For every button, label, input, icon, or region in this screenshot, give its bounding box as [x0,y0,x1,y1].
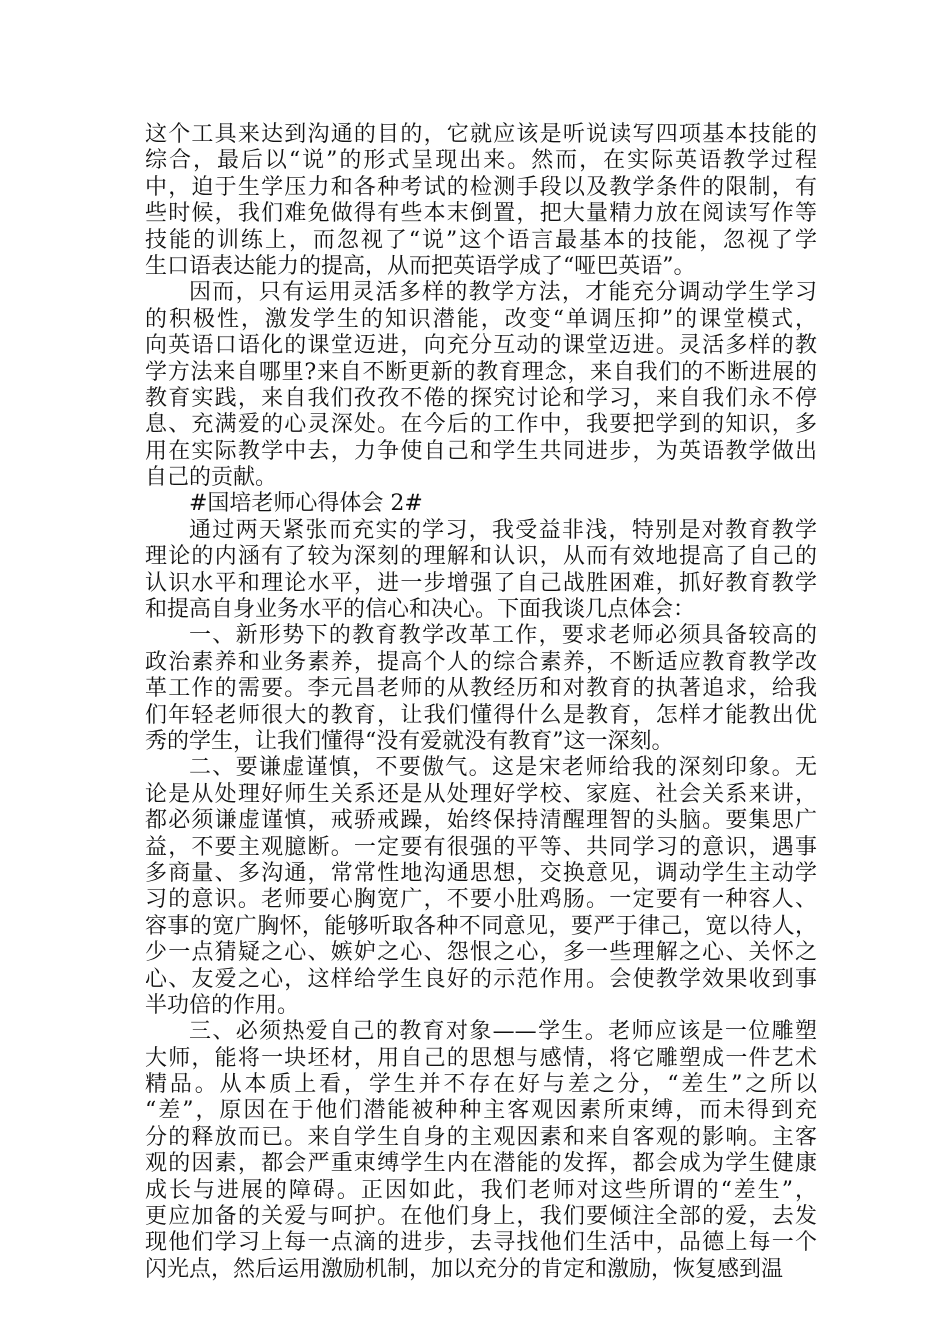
text-line: 综合，最后以“说”的形式呈现出来。然而，在实际英语教学过程 [145,148,817,174]
text-line: 认识水平和理论水平，进一步增强了自己战胜困难，抓好教育教学 [145,570,817,596]
text-line: 因而，只有运用灵活多样的教学方法，才能充分调动学生学习 [189,280,817,306]
text-line: 们年轻老师很大的教育，让我们懂得什么是教育，怎样才能教出优 [145,702,817,728]
text-line: 自己的贡献。 [145,465,278,491]
text-line: 半功倍的作用。 [145,992,300,1018]
text-line: 观的因素，都会严重束缚学生内在潜能的发挥，都会成为学生健康 [145,1151,817,1177]
text-line: 中，迫于生学压力和各种考试的检测手段以及教学条件的限制，有 [145,174,817,200]
text-line: 技能的训练上，而忽视了“说”这个语言最基本的技能，忽视了学 [145,227,817,253]
text-line: 成长与进展的障碍。正因如此，我们老师对这些所谓的“差生”， [145,1177,817,1203]
paragraph-p2 [145,280,817,491]
text-line: 息、充满爱的心灵深处。在今后的工作中，我要把学到的知识，多 [145,412,817,438]
paragraph-p7 [145,1019,817,1283]
text-line: 益，不要主观臆断。一定要有很强的平等、共同学习的意识，遇事 [145,834,817,860]
text-line: 些时候，我们难免做得有些本末倒置，把大量精力放在阅读写作等 [145,201,817,227]
text-line: 分的释放而已。来自学生自身的主观因素和来自客观的影响。主客 [145,1124,817,1150]
text-line: 和提高自身业务水平的信心和决心。下面我谈几点体会： [145,597,696,623]
text-line: 心、友爱之心，这样给学生良好的示范作用。会使教学效果收到事 [145,966,817,992]
paragraph-p4 [145,518,817,624]
paragraph-p3 [145,491,817,517]
text-line: 教育实践，来自我们孜孜不倦的探究讨论和学习，来自我们永不停 [145,385,817,411]
paragraph-p1 [145,122,817,280]
text-line: #国培老师心得体会 2# [189,491,423,517]
text-line: 精品。从本质上看，学生并不存在好与差之分，“差生”之所以 [145,1072,817,1098]
text-line: 三、必须热爱自己的教育对象——学生。老师应该是一位雕塑 [189,1019,817,1045]
text-line: 这个工具来达到沟通的目的，它就应该是听说读写四项基本技能的 [145,122,817,147]
text-line: 向英语口语化的课堂迈进，向充分互动的课堂迈进。灵活多样的教 [145,333,817,359]
text-line: 现他们学习上每一点滴的进步，去寻找他们生活中，品德上每一个 [145,1230,817,1256]
body-text [145,122,817,1283]
text-line: 秀的学生，让我们懂得“没有爱就没有教育”这一深刻。 [145,728,674,754]
text-line: 容事的宽广胸怀，能够听取各种不同意见，要严于律己，宽以待人， [145,913,817,939]
text-line: 的积极性，激发学生的知识潜能，改变“单调压抑”的课堂模式， [145,306,817,332]
text-line: 理论的内涵有了较为深刻的理解和认识，从而有效地提高了自己的 [145,544,817,570]
text-line: 少一点猜疑之心、嫉妒之心、怨恨之心，多一些理解之心、关怀之 [145,940,817,966]
text-line: 论是从处理好师生关系还是从处理好学校、家庭、社会关系来讲， [145,781,817,807]
text-line: 二、要谦虚谨慎，不要傲气。这是宋老师给我的深刻印象。无 [189,755,817,781]
text-line: 一、新形势下的教育教学改革工作，要求老师必须具备较高的 [189,623,817,649]
paragraph-p6 [145,755,817,1019]
text-line: 革工作的需要。李元昌老师的从教经历和对教育的执著追求，给我 [145,676,817,702]
text-line: “差”，原因在于他们潜能被种种主客观因素所束缚，而未得到充 [145,1098,817,1124]
text-line: 通过两天紧张而充实的学习，我受益非浅，特别是对教育教学 [189,517,817,543]
text-line: 习的意识。老师要心胸宽广，不要小肚鸡肠。一定要有一种容人、 [145,887,817,913]
text-line: 大师，能将一块坯材，用自己的思想与感情，将它雕塑成一件艺术 [145,1045,817,1071]
text-line: 更应加备的关爱与呵护。在他们身上，我们要倾注全部的爱，去发 [145,1204,817,1230]
text-line: 都必须谦虚谨慎，戒骄戒躁，始终保持清醒理智的头脑。要集思广 [145,808,817,834]
text-line: 学方法来自哪里?来自不断更新的教育理念，来自我们的不断进展的 [145,359,817,385]
text-line: 用在实际教学中去，力争使自己和学生共同进步，为英语教学做出 [145,438,817,464]
text-line: 闪光点，然后运用激励机制，加以充分的肯定和激励，恢复感到温 [145,1256,784,1282]
text-line: 生口语表达能力的提高，从而把英语学成了“哑巴英语”。 [145,253,696,279]
paragraph-p5 [145,623,817,755]
text-line: 政治素养和业务素养，提高个人的综合素养，不断适应教育教学改 [145,649,817,675]
text-line: 多商量、多沟通，常常性地沟通思想，交换意见，调动学生主动学 [145,860,817,886]
